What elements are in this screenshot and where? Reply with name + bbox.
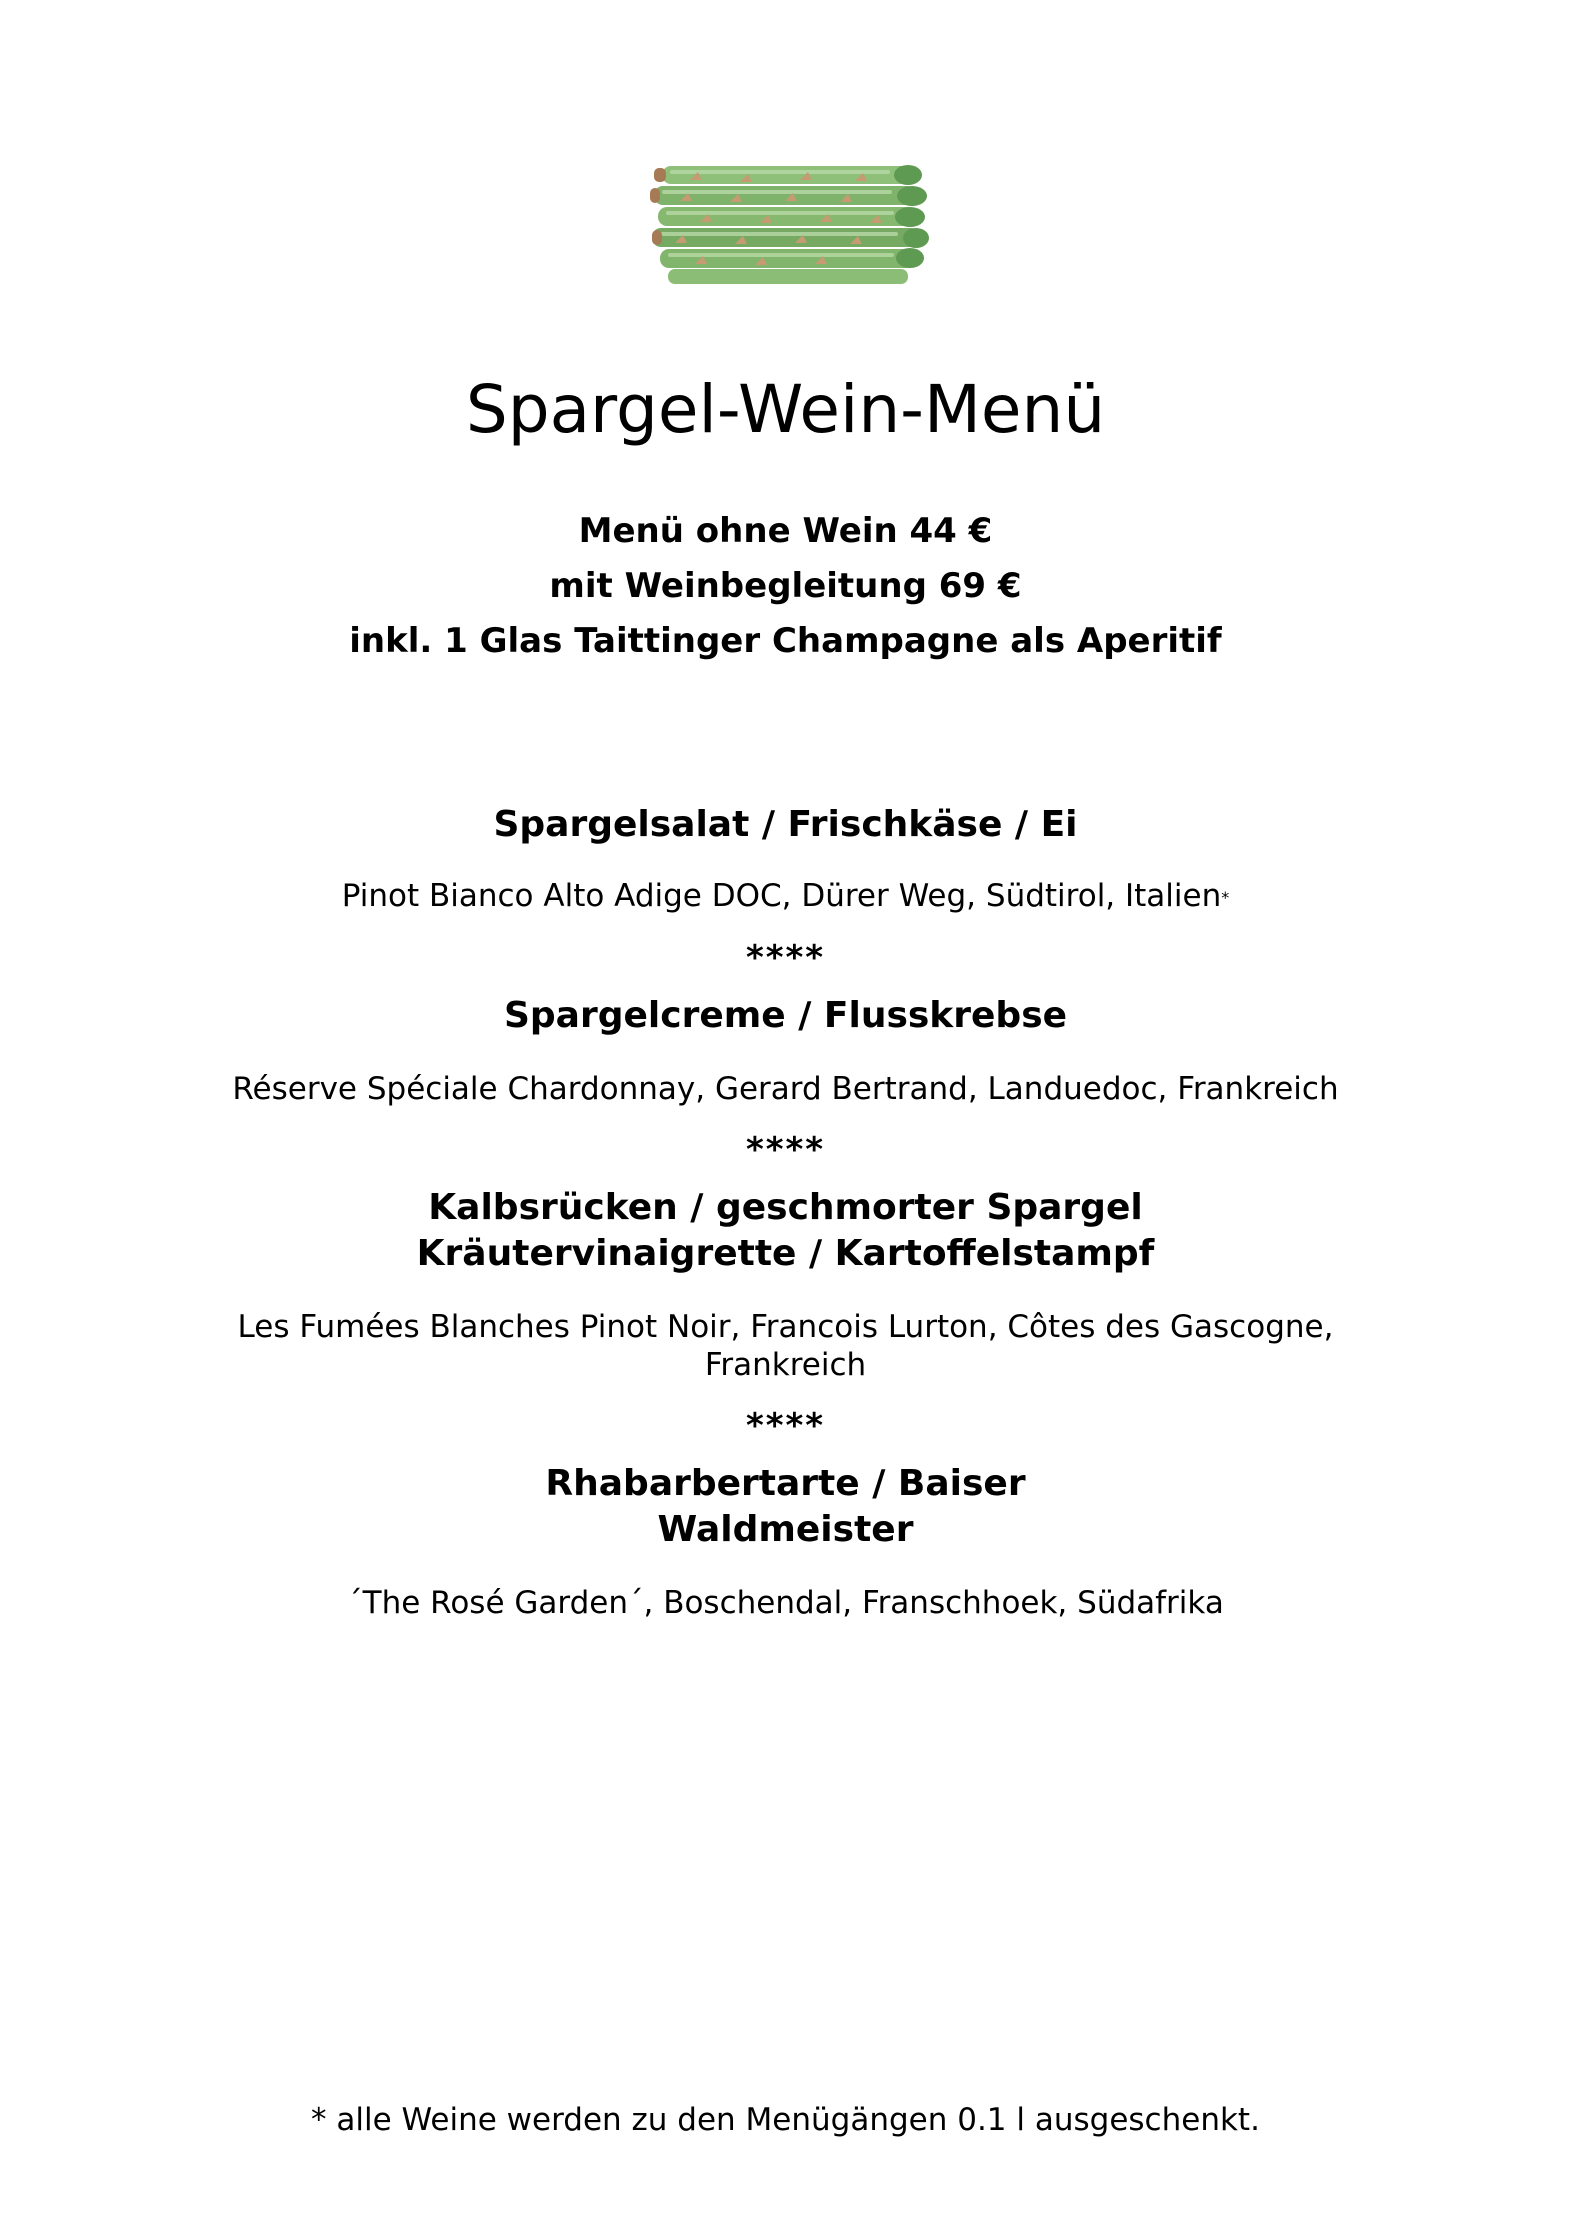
course-separator: **** [745, 1406, 826, 1446]
aperitif-note: inkl. 1 Glas Taittinger Champagne als Aperitif [349, 621, 1222, 661]
course-3-dish-line-1: Kalbsrücken / geschmorter Spargel [428, 1187, 1143, 1228]
course-separator: **** [745, 938, 826, 978]
course-4-dish-line-2: Waldmeister [657, 1509, 914, 1550]
course-1-wine-text: Pinot Bianco Alto Adige DOC, Dürer Weg, Südtirol, Italien [341, 878, 1222, 914]
price-with-wine: mit Weinbegleitung 69 € [549, 566, 1022, 606]
course-2-dish: Spargelcreme / Flusskrebse [503, 995, 1068, 1036]
course-2-wine: Réserve Spéciale Chardonnay, Gerard Bertrand, Landuedoc, Frankreich [232, 1071, 1339, 1107]
course-3-dish-line-2: Kräutervinaigrette / Kartoffelstampf [416, 1233, 1155, 1274]
course-separator: **** [745, 1130, 826, 1170]
course-3-wine-line-1: Les Fumées Blanches Pinot Noir, Francois Lurton, Côtes des Gascogne, [237, 1309, 1334, 1345]
course-4-dish-line-1: Rhabarbertarte / Baiser [545, 1463, 1026, 1504]
footnote: * alle Weine werden zu den Menügängen 0.1 l ausgeschenkt. [311, 2102, 1260, 2138]
course-1-wine [0, 876, 1571, 916]
course-3-wine-line-2: Frankreich [704, 1347, 867, 1383]
menu-title: Spargel-Wein-Menü [465, 371, 1106, 448]
asparagus-spears [650, 165, 929, 284]
course-1-dish: Spargelsalat / Frischkäse / Ei [493, 804, 1078, 845]
asparagus-bundle-icon [650, 158, 930, 288]
course-4-wine: ´The Rosé Garden´, Boschendal, Franschhoek, Südafrika [347, 1585, 1224, 1621]
price-without-wine: Menü ohne Wein 44 € [578, 511, 993, 551]
footnote-marker: * [1221, 888, 1230, 907]
